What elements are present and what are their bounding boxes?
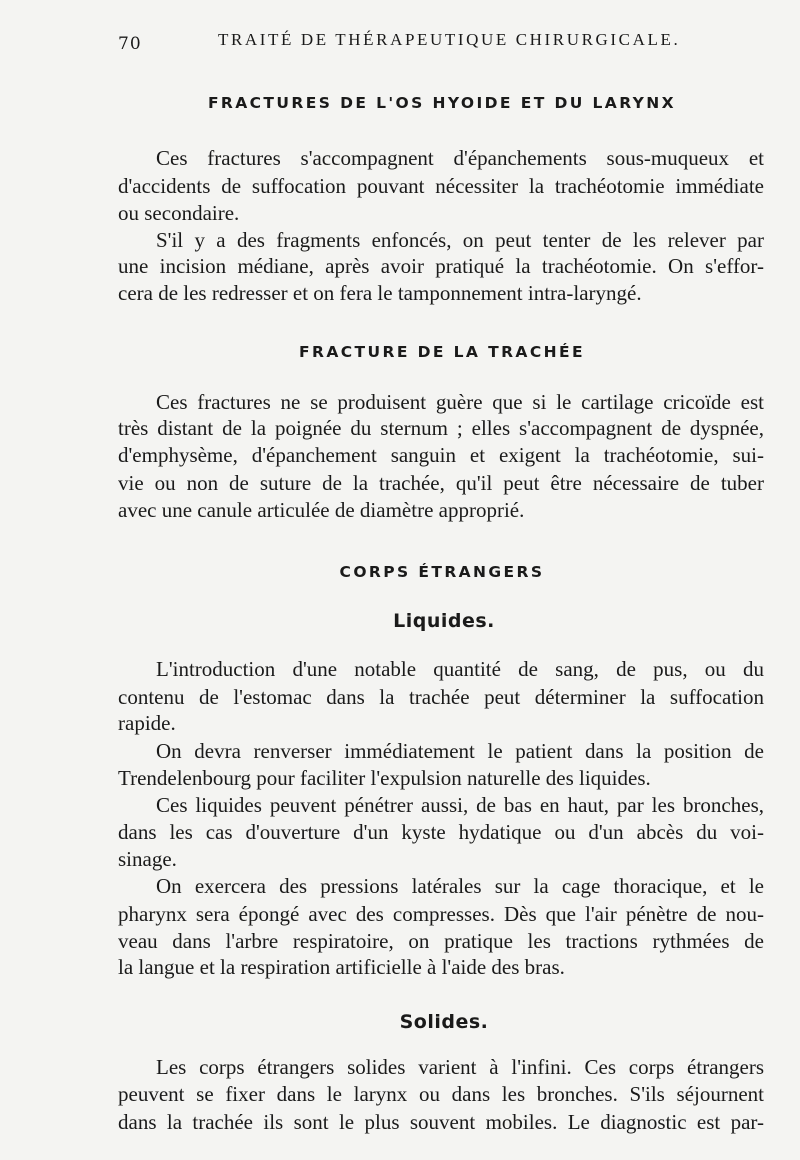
paragraph-line: dans la trachée ils sont le plus souvent mobiles. Le diagnostic est par- <box>118 1110 764 1134</box>
paragraph-line: la langue et la respiration artificielle à l'aide des bras. <box>118 955 565 979</box>
paragraph-line: contenu de l'estomac dans la trachée peut déterminer la suffocation <box>118 685 764 709</box>
paragraph-line: Ces liquides peuvent pénétrer aussi, de bas en haut, par les bronches, <box>156 793 764 817</box>
page-number: 70 <box>118 34 142 54</box>
paragraph-line: Trendelenbourg pour faciliter l'expulsion naturelle des liquides. <box>118 766 651 790</box>
paragraph-line: très distant de la poignée du sternum ; elles s'accompagnent de dyspnée, <box>118 416 764 440</box>
running-title: TRAITÉ DE THÉRAPEUTIQUE CHIRURGICALE. <box>218 30 681 49</box>
paragraph-line: L'introduction d'une notable quantité de sang, de pus, ou du <box>156 657 764 681</box>
paragraph-line: avec une canule articulée de diamètre approprié. <box>118 498 525 522</box>
section-heading-corps-etrangers: CORPS ÉTRANGERS <box>339 563 545 581</box>
paragraph-line: rapide. <box>118 711 176 735</box>
paragraph-line: On exercera des pressions latérales sur la cage thoracique, et le <box>156 874 764 898</box>
paragraph-line: peuvent se fixer dans le larynx ou dans les bronches. S'ils séjournent <box>118 1082 764 1106</box>
paragraph-line: ou secondaire. <box>118 201 240 225</box>
paragraph-line: sinage. <box>118 847 177 871</box>
paragraph-line: Les corps étrangers solides varient à l'infini. Ces corps étrangers <box>156 1055 764 1079</box>
paragraph-line: une incision médiane, après avoir pratiqué la trachéotomie. On s'effor- <box>118 254 764 278</box>
paragraph-line: pharynx sera épongé avec des compresses. Dès que l'air pénètre de nou- <box>118 902 764 926</box>
sub-heading-liquides: Liquides. <box>393 610 495 632</box>
section-heading-fractures-os-hyoide: FRACTURES DE L'OS HYOIDE ET DU LARYNX <box>207 94 677 112</box>
paragraph-line: dans les cas d'ouverture d'un kyste hydatique ou d'un abcès du voi- <box>118 820 764 844</box>
paragraph-line: d'emphysème, d'épanchement sanguin et exigent la trachéotomie, sui- <box>118 443 764 467</box>
sub-heading-solides: Solides. <box>399 1011 489 1033</box>
paragraph-line: Ces fractures ne se produisent guère que si le cartilage cricoïde est <box>156 390 764 414</box>
paragraph-line: Ces fractures s'accompagnent d'épanchements sous-muqueux et <box>156 146 764 170</box>
paragraph-line: cera de les redresser et on fera le tamponnement intra-laryngé. <box>118 281 642 305</box>
paragraph-line: S'il y a des fragments enfoncés, on peut tenter de les relever par <box>156 228 764 252</box>
paragraph-line: d'accidents de suffocation pouvant nécessiter la trachéotomie immédiate <box>118 174 764 198</box>
section-heading-fracture-trachee: FRACTURE DE LA TRACHÉE <box>299 343 585 361</box>
paragraph-line: On devra renverser immédiatement le patient dans la position de <box>156 739 764 763</box>
paragraph-line: vie ou non de suture de la trachée, qu'il peut être nécessaire de tuber <box>118 471 764 495</box>
paragraph-line: veau dans l'arbre respiratoire, on pratique les tractions rythmées de <box>118 929 764 953</box>
running-head <box>0 28 800 52</box>
